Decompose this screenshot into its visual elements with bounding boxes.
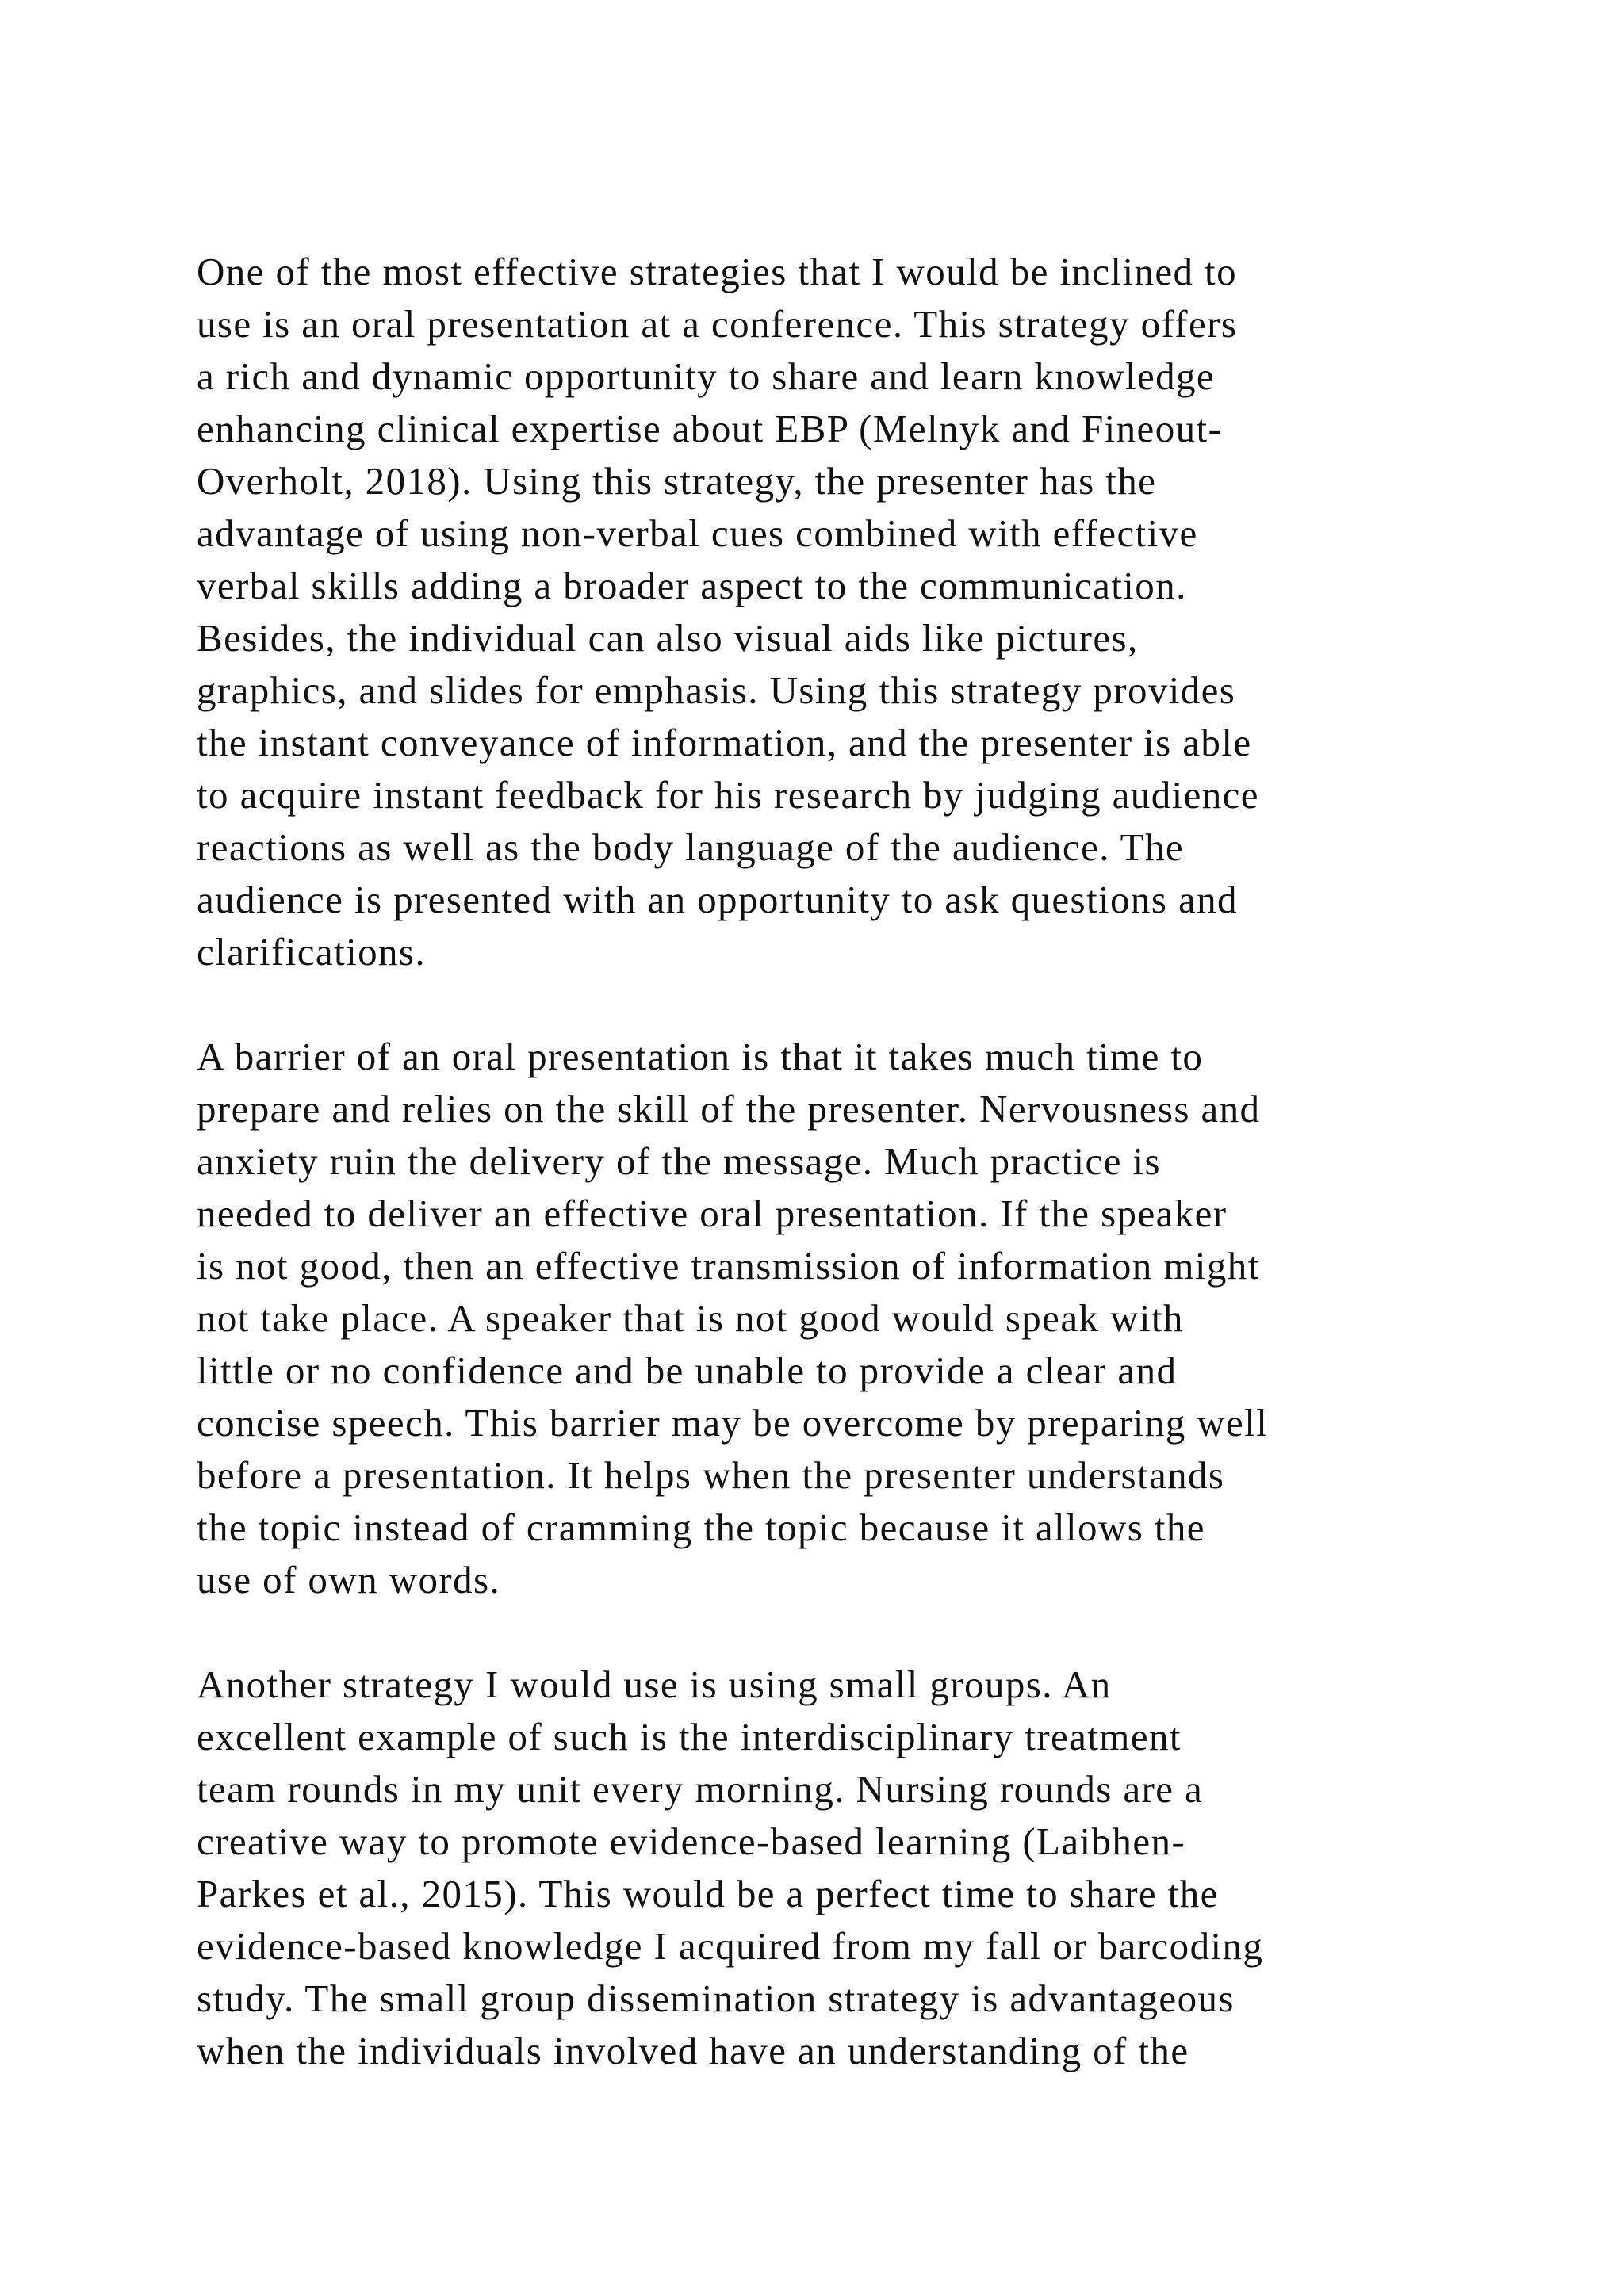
- paragraph-3: [197, 1659, 1497, 2077]
- text-line: little or no confidence and be unable to provide a clear and: [197, 1349, 1178, 1392]
- text-line: to acquire instant feedback for his research by judging audience: [197, 773, 1259, 817]
- text-line: clarifications.: [197, 930, 427, 974]
- text-line: advantage of using non-verbal cues combined with effective: [197, 511, 1198, 555]
- text-line: reactions as well as the body language of the audience. The: [197, 825, 1185, 869]
- text-line: Another strategy I would use is using small groups. An: [197, 1663, 1112, 1706]
- text-line: needed to deliver an effective oral presentation. If the speaker: [197, 1192, 1228, 1235]
- paragraph-2: [197, 1031, 1497, 1606]
- text-line: use of own words.: [197, 1558, 501, 1601]
- text-line: excellent example of such is the interdisciplinary treatment: [197, 1715, 1182, 1758]
- text-line: evidence-based knowledge I acquired from my fall or barcoding: [197, 1924, 1264, 1968]
- text-line: One of the most effective strategies that I would be inclined to: [197, 250, 1237, 293]
- text-line: when the individuals involved have an understanding of the: [197, 2029, 1189, 2072]
- text-line: the topic instead of cramming the topic because it allows the: [197, 1506, 1205, 1549]
- text-line: prepare and relies on the skill of the presenter. Nervousness and: [197, 1087, 1261, 1131]
- text-line: the instant conveyance of information, and the presenter is able: [197, 721, 1252, 764]
- text-line: use is an oral presentation at a conference. This strategy offers: [197, 302, 1238, 346]
- text-line: team rounds in my unit every morning. Nursing rounds are a: [197, 1767, 1204, 1811]
- text-line: enhancing clinical expertise about EBP (Melnyk and Fineout-: [197, 407, 1223, 450]
- text-line: a rich and dynamic opportunity to share and learn knowledge: [197, 354, 1216, 398]
- paragraph-1: [197, 246, 1497, 978]
- text-line: Overholt, 2018). Using this strategy, the presenter has the: [197, 459, 1157, 503]
- text-line: A barrier of an oral presentation is that it takes much time to: [197, 1035, 1204, 1078]
- text-line: verbal skills adding a broader aspect to the communication.: [197, 564, 1187, 607]
- text-line: concise speech. This barrier may be overcome by preparing well: [197, 1401, 1269, 1445]
- text-line: is not good, then an effective transmission of information might: [197, 1244, 1260, 1288]
- document-body: [197, 246, 1497, 2130]
- text-line: graphics, and slides for emphasis. Using this strategy provides: [197, 668, 1236, 712]
- text-line: audience is presented with an opportunity to ask questions and: [197, 878, 1238, 921]
- text-line: creative way to promote evidence-based learning (Laibhen-: [197, 1820, 1186, 1863]
- text-line: study. The small group dissemination strategy is advantageous: [197, 1976, 1235, 2020]
- text-line: anxiety ruin the delivery of the message. Much practice is: [197, 1139, 1161, 1183]
- text-line: not take place. A speaker that is not good would speak with: [197, 1296, 1184, 1340]
- text-line: before a presentation. It helps when the presenter understands: [197, 1453, 1225, 1497]
- text-line: Besides, the individual can also visual aids like pictures,: [197, 616, 1139, 660]
- text-line: Parkes et al., 2015). This would be a perfect time to share the: [197, 1872, 1219, 1915]
